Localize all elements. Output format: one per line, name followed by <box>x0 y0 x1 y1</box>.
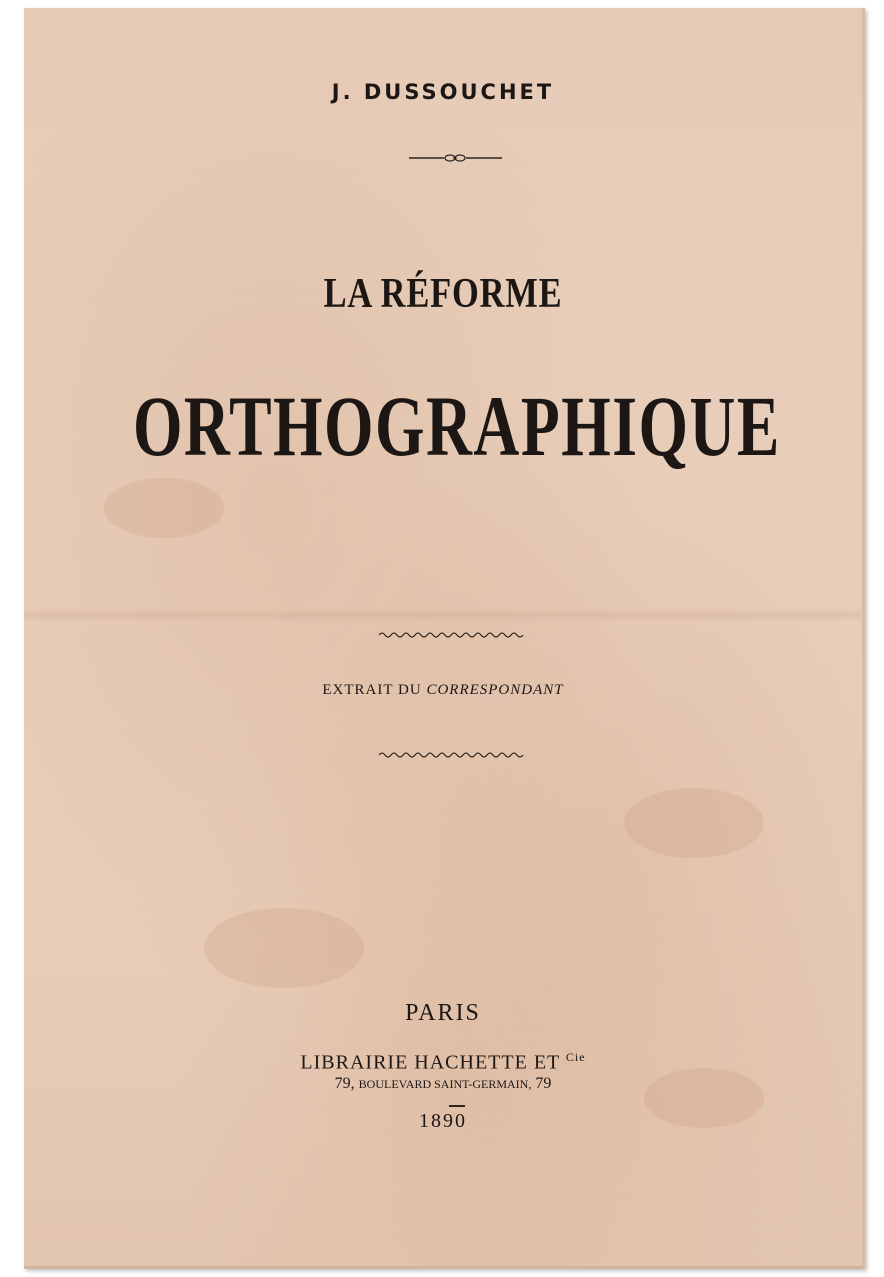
wavy-rule-top <box>24 630 862 640</box>
address-number-left: 79, <box>334 1075 355 1092</box>
publisher-suffix: Cie <box>565 1050 586 1064</box>
wavy-rule-bottom <box>24 750 862 760</box>
extract-source: CORRESPONDANT <box>426 682 564 698</box>
imprint-city: PARIS <box>405 1000 481 1026</box>
title-page <box>24 8 865 1269</box>
imprint-year: 1890 <box>419 1110 467 1132</box>
foxing-stain <box>104 478 224 538</box>
title-line-1: LA RÉFORME <box>323 271 563 317</box>
extract-prefix: EXTRAIT DU <box>322 682 422 698</box>
ornament-divider <box>24 150 862 166</box>
address-number-right: 79 <box>535 1075 552 1092</box>
imprint-publisher <box>24 1050 862 1075</box>
extract-line <box>24 682 862 699</box>
author-name: J. DUSSOUCHET <box>331 80 555 104</box>
address-street: BOULEVARD SAINT-GERMAIN, <box>358 1077 532 1091</box>
year-rule <box>449 1105 465 1107</box>
page-fold-line <box>24 608 862 622</box>
imprint-address <box>24 1075 862 1093</box>
foxing-stain <box>204 908 364 988</box>
publisher-name: LIBRAIRIE HACHETTE ET <box>300 1051 560 1074</box>
foxing-stain <box>624 788 764 858</box>
title-line-2: ORTHOGRAPHIQUE <box>132 378 781 474</box>
